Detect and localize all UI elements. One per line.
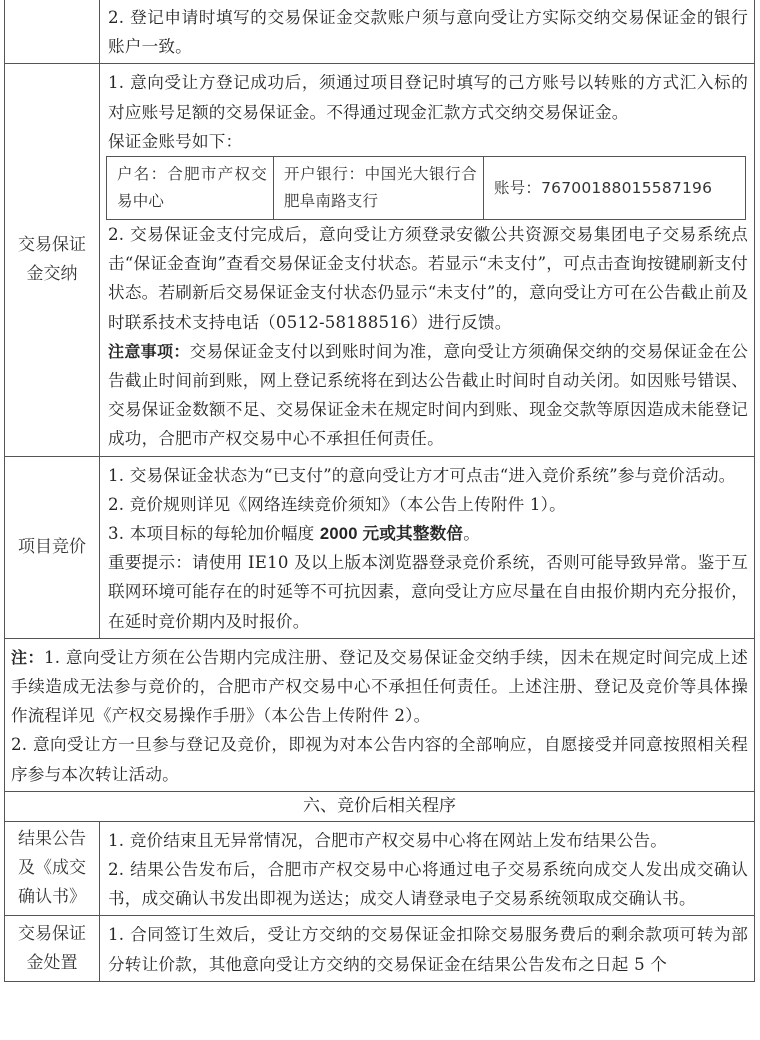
paragraph-4: 重要提示：请使用 IE10 及以上版本浏览器登录竞价系统，否则可能导致异常。鉴于互联网环境可能存在的时延等不可抗因素，意向受让方应尽量在自由报价期内充分报价，在延时竞价期内及时报价。 bbox=[108, 553, 748, 631]
row-label-deposit-disposal bbox=[5, 916, 100, 981]
row-label-result-notice bbox=[5, 821, 100, 916]
note-label: 注： bbox=[11, 647, 44, 667]
account-table bbox=[106, 156, 746, 220]
row-bidding bbox=[5, 456, 755, 638]
account-row bbox=[107, 157, 746, 220]
notice-text: 交易保证金支付以到账时间为准，意向受让方须确保交纳的交易保证金在公告截止时间前到账，网上登记系统将在到达公告截止时间时自动关闭。如因账号错误、交易保证金数额不足、交易保证金未在规定时间内到账、现金交款等原因造成未能登记成功，合肥市产权交易中心不承担任何责任。 bbox=[108, 341, 748, 449]
row-content bbox=[100, 456, 755, 638]
row-content bbox=[100, 916, 755, 981]
row-note bbox=[5, 638, 755, 791]
label-text: 交易保证金处置 bbox=[18, 923, 86, 973]
note-paragraph-1 bbox=[11, 643, 748, 731]
row-label-bidding: 项目竞价 bbox=[5, 456, 100, 638]
account-intro: 保证金账号如下： bbox=[108, 131, 243, 151]
paragraph-1: 1. 交易保证金状态为“已支付”的意向受让方才可点击“进入竞价系统”参与竞价活动。 bbox=[108, 465, 736, 485]
note-paragraph-2: 2. 意向受让方一旦参与登记及竞价，即视为对本公告内容的全部响应，自愿接受并同意按照相关程序参与本次转让活动。 bbox=[11, 735, 748, 784]
paragraph-1: 1. 合同签订生效后，受让方交纳的交易保证金扣除交易服务费后的剩余款项可转为部分转让价款，其他意向受让方交纳的交易保证金在结果公告发布之日起 5 个 bbox=[108, 925, 748, 974]
row-deposit-payment bbox=[5, 64, 755, 456]
label-text: 结果公告及《成交确认书》 bbox=[18, 829, 86, 908]
note-text-1: 1. 意向受让方须在公告期内完成注册、登记及交易保证金交纳手续，因未在规定时间完成上述手续造成无法参与竞价的，合肥市产权交易中心不承担任何责任。上述注册、登记及竞价等具体操作流程详见《产权交易操作手册》（本公告上传附件 2）。 bbox=[11, 647, 748, 726]
account-bank: 开户银行：中国光大银行合肥阜南路支行 bbox=[274, 157, 484, 220]
paragraph-1: 1. 竞价结束且无异常情况，合肥市产权交易中心将在网站上发布结果公告。 bbox=[108, 830, 668, 850]
paragraph-2: 2. 竞价规则详见《网络连续竞价须知》（本公告上传附件 1）。 bbox=[108, 494, 566, 514]
notice-label: 注意事项： bbox=[108, 341, 190, 361]
label-text: 交易保证金交纳 bbox=[18, 235, 86, 285]
row-label-deposit-payment bbox=[5, 64, 100, 456]
increment-suffix: 。 bbox=[463, 524, 481, 544]
row-bank-account-consistency bbox=[5, 0, 755, 64]
row-section-six bbox=[5, 791, 755, 821]
paragraph: 2. 登记申请时填写的交易保证金交款账户须与意向受让方实际交纳交易保证金的银行账户一致。 bbox=[108, 8, 748, 57]
increment-amount: 2000 元或其整数倍 bbox=[319, 524, 464, 544]
row-deposit-disposal bbox=[5, 916, 755, 981]
row-content bbox=[100, 0, 755, 64]
paragraph-1: 1. 意向受让方登记成功后，须通过项目登记时填写的己方账号以转账的方式汇入标的对应账号足额的交易保证金。不得通过现金汇款方式交纳交易保证金。 bbox=[108, 73, 748, 122]
paragraph-2: 2. 结果公告发布后，合肥市产权交易中心将通过电子交易系统向成交人发出成交确认书，成交确认书发出即视为送达；成交人请登录电子交易系统领取成交确认书。 bbox=[108, 860, 748, 909]
row-result-notice bbox=[5, 821, 755, 916]
paragraph-2: 2. 交易保证金支付完成后，意向受让方须登录安徽公共资源交易集团电子交易系统点击“保证金查询”查看交易保证金支付状态。若显示“未支付”，可点击查询按键刷新支付状态。若刷新后交易保证金支付状态仍显示“未支付”的，意向受让方可在公告截止前及时联系技术支持电话（0512-58188516）进行反馈。 bbox=[108, 225, 748, 332]
increment-prefix: 3. 本项目标的每轮加价幅度 bbox=[108, 524, 320, 544]
note-content bbox=[5, 638, 755, 791]
notice-paragraph bbox=[108, 337, 748, 454]
row-label-empty bbox=[5, 0, 100, 64]
announcement-table bbox=[4, 0, 755, 982]
account-number: 账号：76700188015587196 bbox=[484, 157, 746, 220]
account-name: 户名：合肥市产权交易中心 bbox=[107, 157, 274, 220]
paragraph-3 bbox=[108, 519, 748, 548]
row-content bbox=[100, 821, 755, 916]
row-content bbox=[100, 64, 755, 456]
section-title: 六、竞价后相关程序 bbox=[5, 791, 755, 821]
